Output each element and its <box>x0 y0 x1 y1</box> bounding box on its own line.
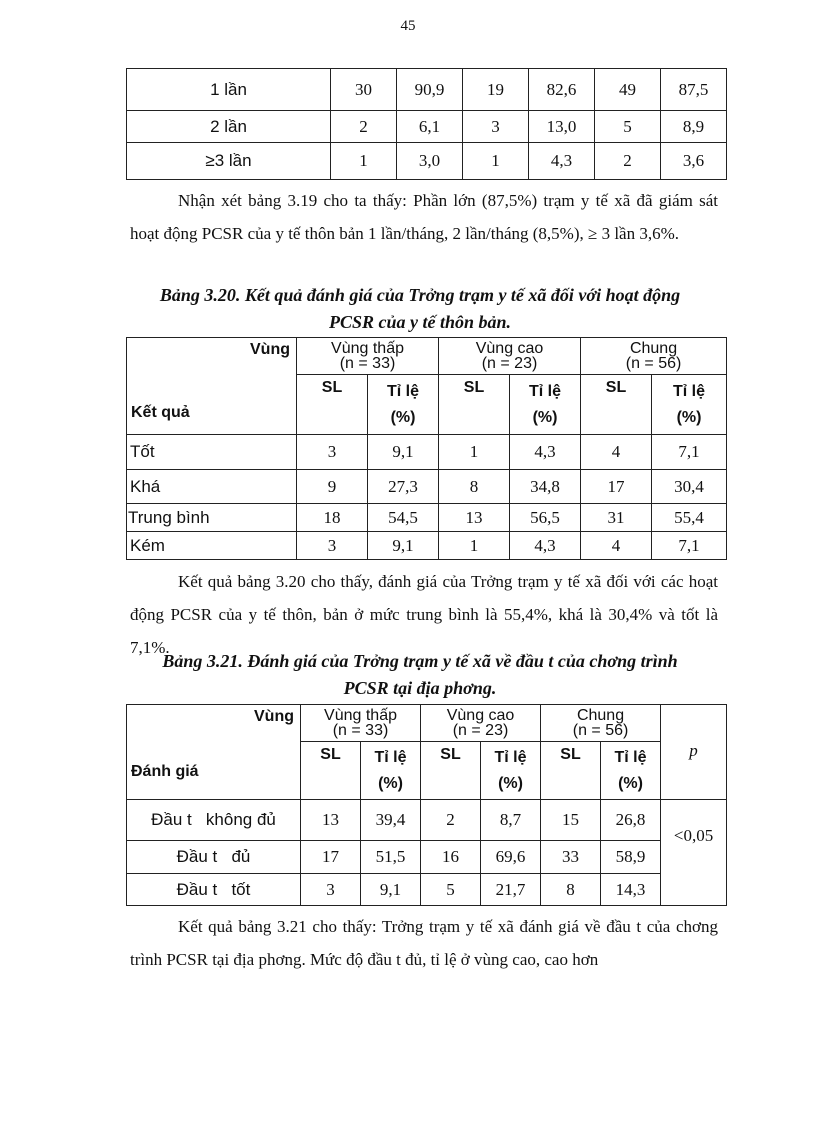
p-value: <0,05 <box>661 800 727 906</box>
corner-bottom-label: Kết quả <box>131 404 190 421</box>
caption-line: PCSR của y tế thôn bản. <box>328 312 512 332</box>
cell: 2 <box>595 143 661 180</box>
cell: 14,3 <box>601 874 661 906</box>
cell: 8,7 <box>481 800 541 841</box>
cell: 3,0 <box>397 143 463 180</box>
cell: 9,1 <box>368 532 439 560</box>
corner-top-label: Vùng <box>250 341 290 358</box>
header-corner <box>127 705 301 800</box>
table-3-19-continuation <box>126 68 727 180</box>
cell: 18 <box>297 504 368 532</box>
cell: 3 <box>301 874 361 906</box>
table-3-21-caption <box>90 648 750 702</box>
cell: 30 <box>331 69 397 111</box>
cell: 3 <box>297 532 368 560</box>
cell: 4,3 <box>529 143 595 180</box>
cell: 1 <box>439 532 510 560</box>
cell: 8,9 <box>661 111 727 143</box>
caption-line: Bảng 3.21. Đánh giá của Trởng trạm y tế xã về đầu t của chơng trình <box>162 651 678 671</box>
ratio-header: Tỉ lệ (%) <box>361 742 421 800</box>
group-header: Chung (n = 56) <box>581 338 727 375</box>
cell: 9 <box>297 470 368 504</box>
cell: 8 <box>541 874 601 906</box>
cell: 4,3 <box>510 532 581 560</box>
paragraph-3-21-result: Kết quả bảng 3.21 cho thấy: Trởng trạm y tế xã đánh giá về đầu t của chơng trình PCSR tại địa phơng. Mức độ đầu t đủ, tỉ lệ ở vùng cao, cao hơn <box>130 917 718 969</box>
cell: 7,1 <box>652 435 727 470</box>
row-label: Khá <box>127 470 297 504</box>
cell: 31 <box>581 504 652 532</box>
caption-line: PCSR tại địa phơng. <box>343 678 497 698</box>
row-label: 1 lần <box>127 69 331 111</box>
cell: 13 <box>301 800 361 841</box>
cell: 5 <box>595 111 661 143</box>
cell: 16 <box>421 841 481 874</box>
cell: 4 <box>581 532 652 560</box>
caption-line: Bảng 3.20. Kết quả đánh giá của Trởng trạm y tế xã đối với hoạt động <box>159 285 681 305</box>
cell: 9,1 <box>361 874 421 906</box>
sl-header: SL <box>297 375 368 435</box>
ratio-header: Tỉ lệ (%) <box>368 375 439 435</box>
cell: 8 <box>439 470 510 504</box>
sl-header: SL <box>421 742 481 800</box>
cell: 13 <box>439 504 510 532</box>
row-label: Tốt <box>127 435 297 470</box>
cell: 82,6 <box>529 69 595 111</box>
table-3-20 <box>126 337 727 560</box>
group-header: Chung (n = 56) <box>541 705 661 742</box>
row-label: 2 lần <box>127 111 331 143</box>
ratio-header: Tỉ lệ (%) <box>601 742 661 800</box>
cell: 56,5 <box>510 504 581 532</box>
cell: 58,9 <box>601 841 661 874</box>
row-label: Trung bình <box>127 504 297 532</box>
group-header: Vùng thấp (n = 33) <box>297 338 439 375</box>
cell: 69,6 <box>481 841 541 874</box>
cell: 1 <box>331 143 397 180</box>
cell: 27,3 <box>368 470 439 504</box>
cell: 19 <box>463 69 529 111</box>
sl-header: SL <box>301 742 361 800</box>
cell: 15 <box>541 800 601 841</box>
row-label: Đầu t không đủ <box>127 800 301 841</box>
group-header: Vùng cao (n = 23) <box>439 338 581 375</box>
cell: 4 <box>581 435 652 470</box>
cell: 55,4 <box>652 504 727 532</box>
ratio-header: Tỉ lệ (%) <box>481 742 541 800</box>
cell: 33 <box>541 841 601 874</box>
cell: 4,3 <box>510 435 581 470</box>
sl-header: SL <box>581 375 652 435</box>
cell: 49 <box>595 69 661 111</box>
cell: 34,8 <box>510 470 581 504</box>
group-header: Vùng cao (n = 23) <box>421 705 541 742</box>
cell: 9,1 <box>368 435 439 470</box>
row-label: Đầu t đủ <box>127 841 301 874</box>
cell: 17 <box>301 841 361 874</box>
row-label: Đầu t tốt <box>127 874 301 906</box>
cell: 2 <box>331 111 397 143</box>
cell: 3,6 <box>661 143 727 180</box>
table-3-20-caption <box>90 282 750 336</box>
table-3-21 <box>126 704 727 906</box>
ratio-header: Tỉ lệ (%) <box>652 375 727 435</box>
cell: 87,5 <box>661 69 727 111</box>
cell: 5 <box>421 874 481 906</box>
cell: 6,1 <box>397 111 463 143</box>
p-header: p <box>661 705 727 800</box>
cell: 54,5 <box>368 504 439 532</box>
row-label: ≥3 lần <box>127 143 331 180</box>
sl-header: SL <box>541 742 601 800</box>
cell: 21,7 <box>481 874 541 906</box>
cell: 90,9 <box>397 69 463 111</box>
cell: 1 <box>463 143 529 180</box>
cell: 7,1 <box>652 532 727 560</box>
sl-header: SL <box>439 375 510 435</box>
paragraph-3-19-remark: Nhận xét bảng 3.19 cho ta thấy: Phần lớn (87,5%) trạm y tế xã đã giám sát hoạt động PCSR của y tế thôn bản 1 lần/tháng, 2 lần/tháng (8,5%), ≥ 3 lần 3,6%. <box>130 191 718 243</box>
cell: 39,4 <box>361 800 421 841</box>
header-corner <box>127 338 297 435</box>
cell: 3 <box>297 435 368 470</box>
row-label: Kém <box>127 532 297 560</box>
cell: 3 <box>463 111 529 143</box>
page-number: 45 <box>400 18 416 34</box>
paragraph-3-20-result: Kết quả bảng 3.20 cho thấy, đánh giá của Trởng trạm y tế xã đối với các hoạt động PCSR của y tế thôn, bản ở mức trung bình là 55,4%, khá là 30,4% và tốt là 7,1%. <box>130 572 718 657</box>
ratio-header: Tỉ lệ (%) <box>510 375 581 435</box>
cell: 13,0 <box>529 111 595 143</box>
cell: 17 <box>581 470 652 504</box>
cell: 1 <box>439 435 510 470</box>
group-header: Vùng thấp (n = 33) <box>301 705 421 742</box>
corner-bottom-label: Đánh giá <box>131 763 199 780</box>
cell: 30,4 <box>652 470 727 504</box>
cell: 26,8 <box>601 800 661 841</box>
corner-top-label: Vùng <box>254 708 294 725</box>
cell: 2 <box>421 800 481 841</box>
cell: 51,5 <box>361 841 421 874</box>
